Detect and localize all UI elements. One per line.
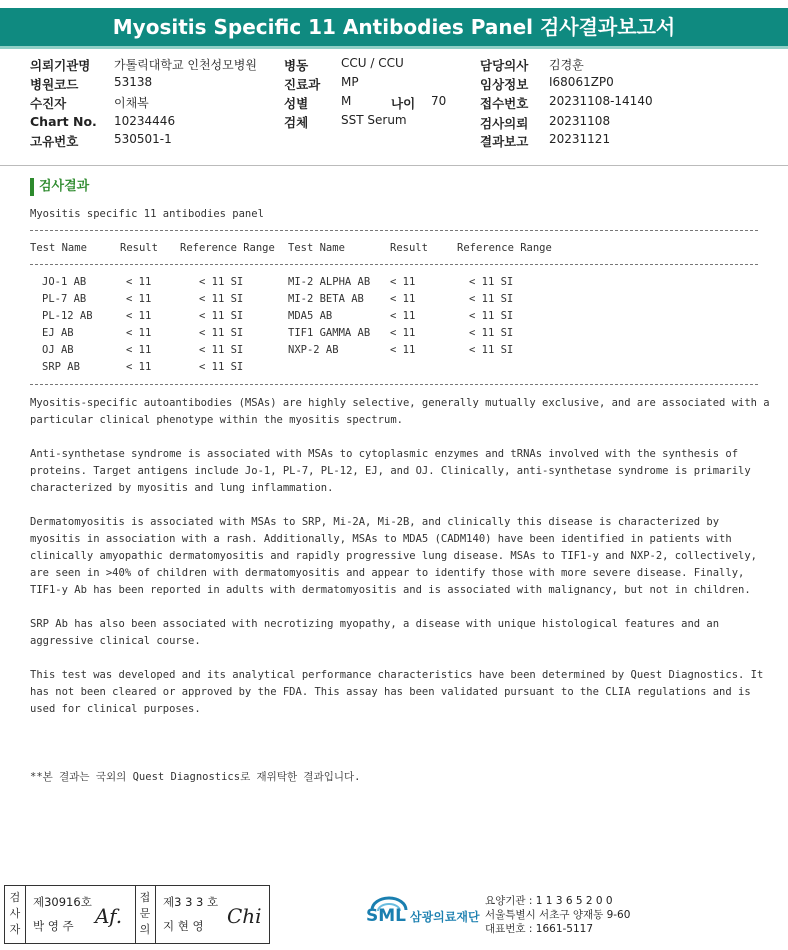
approver-label: 접 [139, 891, 151, 904]
info-label: 검체 [284, 115, 309, 130]
examiner-signature: Af. [95, 904, 123, 928]
test-result: < 11 [126, 327, 152, 339]
info-value: 가톨릭대학교 인천성모병원 [114, 58, 257, 72]
paragraph: Myositis-specific autoantibodies (MSAs) are highly selective, generally mutually exclusive, and are associated with a particular clinical phenotype within the myositis spectrum. [30, 397, 770, 426]
report-title: Myositis Specific 11 Antibodies Panel 검사결과보고서 [112, 15, 676, 39]
institution-code: 요양기관 : 1 1 3 6 5 2 0 0 [485, 895, 613, 907]
reference-range: < 11 SI [469, 344, 514, 356]
info-value: 10234446 [114, 114, 176, 128]
info-value: I68061ZP0 [549, 75, 614, 89]
info-value: M [341, 94, 352, 108]
info-label: 검사의뢰 [480, 116, 529, 131]
info-value: 20231121 [549, 132, 611, 146]
sml-logo-text: SML [366, 906, 406, 926]
test-name: SRP AB [42, 361, 80, 373]
approver-name: 지 현 영 [163, 919, 204, 933]
info-label: 임상정보 [480, 77, 529, 92]
paragraph: SRP Ab has also been associated with necrotizing myopathy, a disease with unique histological features and an aggressive clinical course. [30, 618, 720, 647]
table-rule-mid [30, 264, 758, 265]
test-result: < 11 [126, 293, 152, 305]
info-value: 김경훈 [549, 58, 584, 72]
approver-label: 문 [139, 907, 151, 920]
test-result: < 11 [126, 310, 152, 322]
paragraph: This test was developed and its analytical performance characteristics have been determined by Quest Diagnostics. It has not been cleared or approved by the FDA. This assay has been validated pursuant to the CLIA regulations and is used for clinical purposes. [30, 669, 764, 715]
approver-license: 제3 3 3 호 [163, 895, 219, 909]
column-header: Test Name [30, 242, 87, 254]
examiner-name: 박 영 주 [33, 919, 74, 933]
info-label: 담당의사 [480, 58, 529, 73]
reference-range: < 11 SI [199, 293, 244, 305]
column-header: Reference Range [457, 242, 552, 254]
info-label: 병원코드 [30, 77, 79, 92]
approver-label: 의 [139, 923, 151, 936]
test-name: JO-1 AB [42, 276, 87, 288]
reference-range: < 11 SI [199, 361, 244, 373]
info-label: 고유번호 [30, 134, 79, 149]
paragraph: Dermatomyositis is associated with MSAs to SRP, Mi-2A, Mi-2B, and clinically this disease is characterized by myositis in association with a rash. Additionally, MSAs to MDA5 (CADM140) have been identified in patients with clinically amyopathic dermatomyositis and rapidly progressive lung disease. MSAs to TIF1-y and NXP-2, collectively, are seen in >40% of children with dermatomyositis and appear to identify those with more severe disease. Finally, TIF1-y Ab has been reported in adults with dermatomyositis and is associated with malignancy, but not in children. [30, 516, 757, 596]
examiner-license: 제30916호 [33, 895, 92, 909]
referral-note: **본 결과는 국외의 Quest Diagnostics로 재위탁한 결과입니다. [30, 771, 361, 783]
examiner-label: 검 [9, 891, 21, 904]
test-result: < 11 [126, 361, 152, 373]
info-label: 결과보고 [480, 134, 529, 149]
section-title: 검사결과 [30, 178, 89, 196]
reference-range: < 11 SI [469, 293, 514, 305]
reference-range: < 11 SI [199, 276, 244, 288]
column-header: Reference Range [180, 242, 275, 254]
test-name: EJ AB [42, 327, 74, 339]
approver-signature: Chi [227, 904, 262, 928]
org-phone: 대표번호 : 1661-5117 [485, 923, 594, 935]
examiner-label: 사 [9, 907, 21, 920]
info-value: SST Serum [341, 113, 407, 127]
table-rule-bottom [30, 384, 758, 385]
test-result: < 11 [390, 276, 416, 288]
table-rule-top [30, 230, 758, 231]
test-result: < 11 [390, 327, 416, 339]
info-value: 20231108 [549, 114, 611, 128]
column-header: Test Name [288, 242, 345, 254]
test-name: OJ AB [42, 344, 74, 356]
org-contact [485, 894, 630, 936]
test-name: PL-7 AB [42, 293, 87, 305]
info-value: 20231108-14140 [549, 94, 653, 108]
reference-range: < 11 SI [469, 276, 514, 288]
examiner-label: 자 [9, 923, 21, 936]
info-label: 수진자 [30, 96, 67, 111]
reference-range: < 11 SI [199, 344, 244, 356]
paragraph: Anti-synthetase syndrome is associated with MSAs to cytoplasmic enzymes and tRNAs involved with the synthesis of proteins. Target antigens include Jo-1, PL-7, PL-12, EJ, and OJ. Clinically, anti-synthetase syndrome is primarily characterized by myositis and lung inflammation. [30, 448, 751, 494]
info-label: 나이 [391, 96, 416, 111]
test-result: < 11 [126, 276, 152, 288]
test-name: MDA5 AB [288, 310, 333, 322]
test-result: < 11 [390, 293, 416, 305]
info-label: 진료과 [284, 77, 321, 92]
report-header [0, 8, 788, 49]
info-label: 성별 [284, 96, 309, 111]
test-name: NXP-2 AB [288, 344, 339, 356]
column-header: Result [120, 242, 158, 254]
test-result: < 11 [390, 310, 416, 322]
section-divider [0, 165, 788, 166]
test-name: MI-2 BETA AB [288, 293, 364, 305]
test-name: TIF1 GAMMA AB [288, 327, 371, 339]
panel-name: Myositis specific 11 antibodies panel [30, 208, 264, 220]
org-address: 서울특별시 서초구 양재동 9-60 [485, 909, 631, 921]
reference-range: < 11 SI [469, 310, 514, 322]
info-label: 의뢰기관명 [30, 58, 91, 73]
info-label: 접수번호 [480, 96, 529, 111]
reference-range: < 11 SI [199, 327, 244, 339]
test-result: < 11 [126, 344, 152, 356]
info-label: Chart No. [30, 114, 97, 129]
test-name: MI-2 ALPHA AB [288, 276, 371, 288]
info-label: 병동 [284, 58, 309, 73]
info-value: 70 [431, 94, 447, 108]
reference-range: < 11 SI [469, 327, 514, 339]
sml-logo [366, 892, 480, 936]
info-value: 53138 [114, 75, 153, 89]
signature-box [4, 885, 270, 944]
info-value: 530501-1 [114, 132, 172, 146]
info-value: CCU / CCU [341, 56, 404, 70]
info-value: 이채복 [114, 96, 149, 110]
reference-range: < 11 SI [199, 310, 244, 322]
test-name: PL-12 AB [42, 310, 93, 322]
info-value: MP [341, 75, 359, 89]
test-result: < 11 [390, 344, 416, 356]
org-name: 삼광의료재단 [410, 910, 480, 924]
column-header: Result [390, 242, 428, 254]
